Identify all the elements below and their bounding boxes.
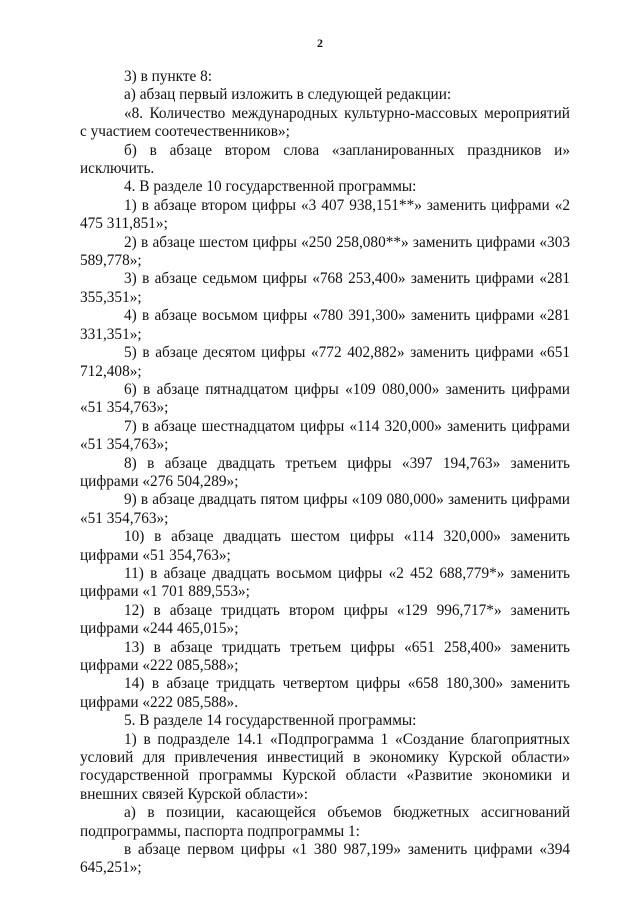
paragraph-amendment-2: 2) в абзаце шестом цифры «250 258,080**» заменить цифрами «303 589,778»; [80,233,570,270]
paragraph-section-4-heading: 4. В разделе 10 государственной программы: [124,178,417,196]
paragraph-amendment-6: 6) в абзаце пятнадцатом цифры «109 080,000» заменить цифрами «51 354,763»; [80,380,570,417]
paragraph-quote-item-8: «8. Количество международных культурно-массовых мероприятий с участием соотечественников»; [80,104,570,141]
paragraph-amendment-10: 10) в абзаце двадцать шестом цифры «114 320,000» заменить цифрами «51 354,763»; [80,528,570,564]
paragraph-amendment-7: 7) в абзаце шестнадцатом цифры «114 320,000» заменить цифрами «51 354,763»; [80,417,570,454]
paragraph-first-abzac: в абзаце первом цифры «1 380 987,199» заменить цифрами «394 645,251»; [80,841,570,877]
paragraph-amendment-13: 13) в абзаце тридцать третьем цифры «651 258,400» заменить цифрами «222 085,588»; [80,638,570,674]
paragraph-amendment-9: 9) в абзаце двадцать пятом цифры «109 080,000» заменить цифрами «51 354,763»; [80,491,570,527]
document-body [80,68,570,878]
paragraph-amendment-5: 5) в абзаце десятом цифры «772 402,882» заменить цифрами «651 712,408»; [80,344,570,380]
paragraph-item-3b: б) в абзаце втором слова «запланированных праздников и» исключить. [80,141,570,178]
paragraph-amendment-3: 3) в абзаце седьмом цифры «768 253,400» заменить цифрами «281 355,351»; [80,270,570,306]
paragraph-amendment-14: 14) в абзаце тридцать четвертом цифры «658 180,300» заменить цифрами «222 085,588». [80,675,570,711]
paragraph-subsection-14-1: 1) в подразделе 14.1 «Подпрограмма 1 «Создание благоприятных условий для привлечения инвестиций в экономику Курской области» государственной программы Курской области «Развитие экономики и внешних связей Курской области»: [80,730,570,803]
paragraph-section-5-heading: 5. В разделе 14 государственной программы: [124,712,417,730]
paragraph-subitem-a: а) в позиции, касающейся объемов бюджетных ассигнований подпрограммы, паспорта подпрограммы 1: [80,804,570,840]
paragraph-amendment-12: 12) в абзаце тридцать втором цифры «129 996,717*» заменить цифрами «244 465,015»; [80,601,570,638]
paragraph-amendment-1: 1) в абзаце втором цифры «3 407 938,151**» заменить цифрами «2 475 311,851»; [80,196,570,233]
paragraph-amendment-11: 11) в абзаце двадцать восьмом цифры «2 452 688,779*» заменить цифрами «1 701 889,553»; [80,564,570,601]
paragraph-amendment-4: 4) в абзаце восьмом цифры «780 391,300» заменить цифрами «281 331,351»; [80,307,570,343]
paragraph-item-3: 3) в пункте 8: [124,68,213,85]
paragraph-item-3a: а) абзац первый изложить в следующей редакции: [124,86,452,104]
paragraph-amendment-8: 8) в абзаце двадцать третьем цифры «397 194,763» заменить цифрами «276 504,289»; [80,454,570,490]
page-number: 2 [317,36,323,50]
